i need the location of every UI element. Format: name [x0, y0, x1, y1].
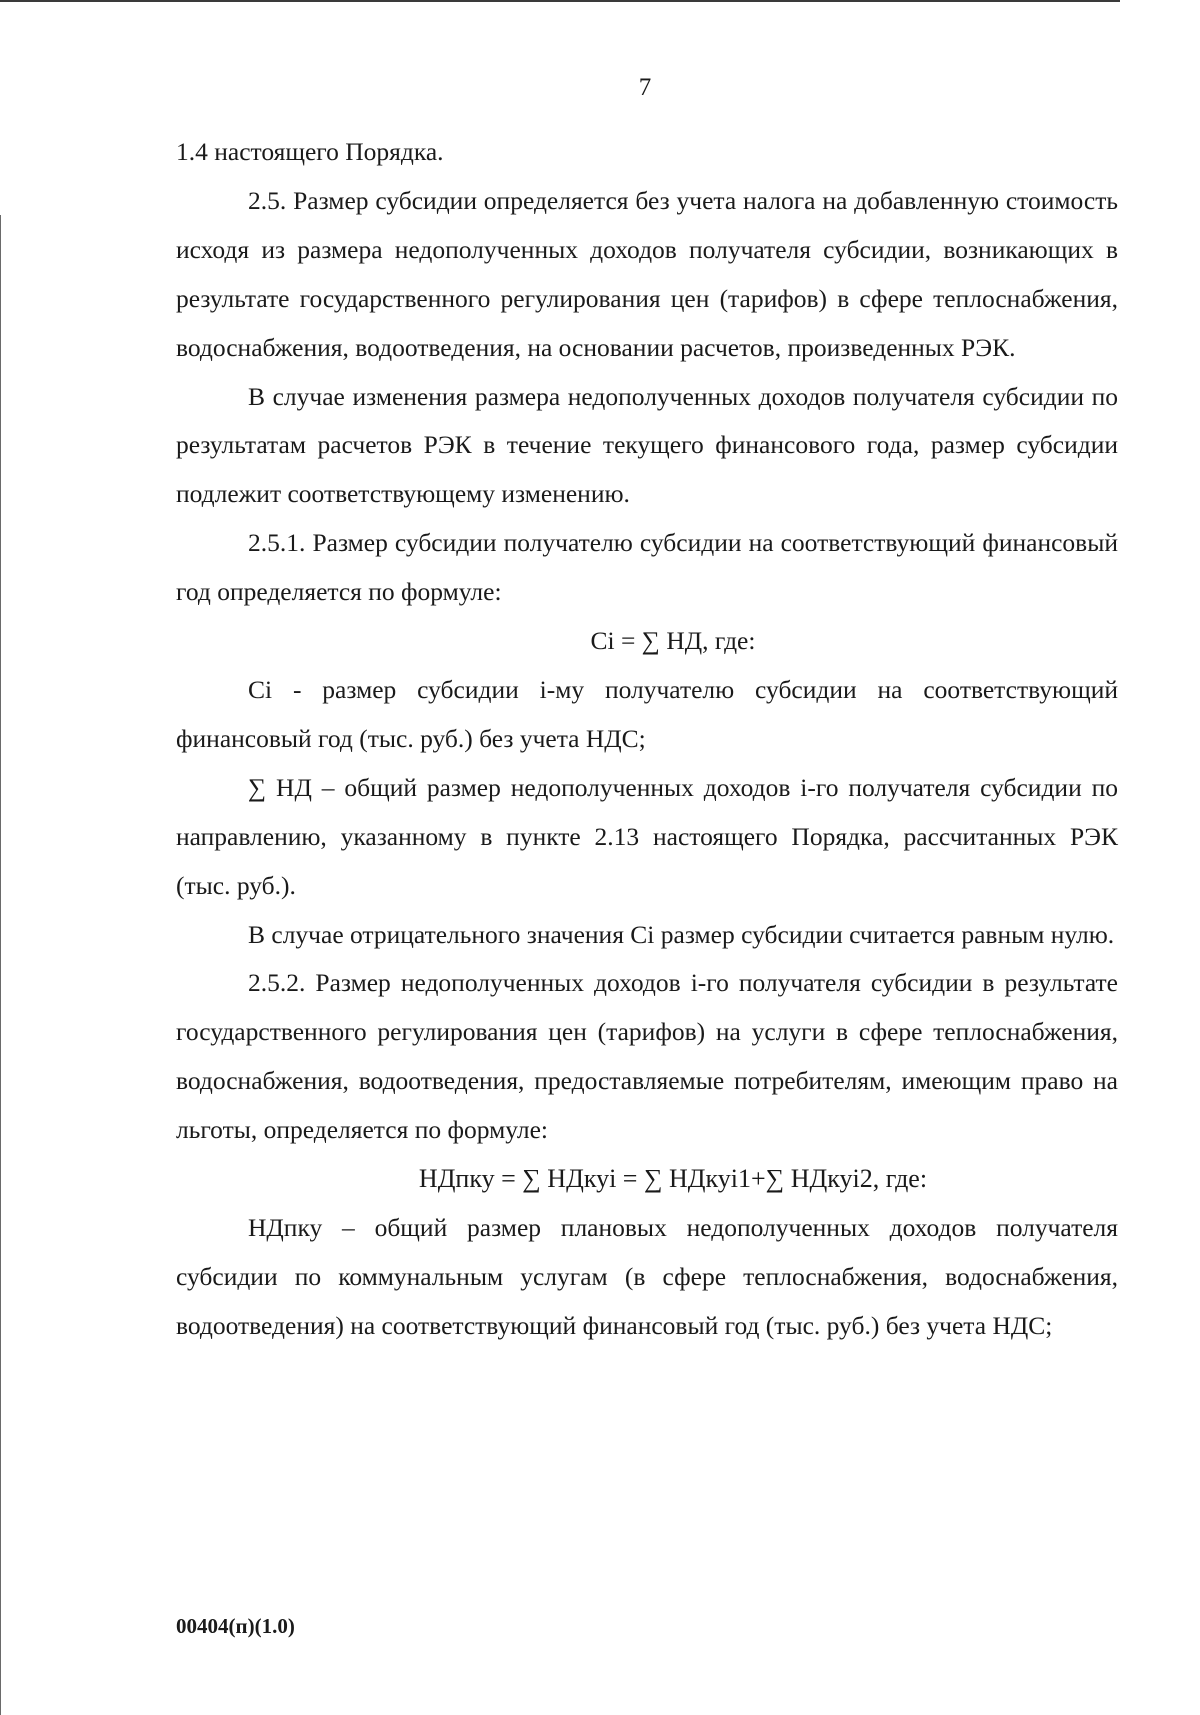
page-number: 7 — [638, 74, 652, 101]
body-text — [176, 128, 1118, 1351]
document-code: 00404(п)(1.0) — [176, 1614, 295, 1638]
paragraph-change-case: В случае изменения размера недополученных доходов получателя субсидии по результатам расчетов РЭК в течение текущего финансового года, размер субсидии подлежит соответствующему изменению. — [176, 381, 1118, 509]
scan-edge-top — [0, 0, 1120, 2]
paragraph-2-5: 2.5. Размер субсидии определяется без учета налога на добавленную стоимость исходя из размера недополученных доходов получателя субсидии, возникающих в результате государственного регулирования цен (тарифов) в сфере теплоснабжения, водоснабжения, водоотведения, на основании расчетов, произведенных РЭК. — [176, 185, 1118, 362]
paragraph-2-5-2: 2.5.2. Размер недополученных доходов i-го получателя субсидии в результате государственного регулирования цен (тарифов) на услуги в сфере теплоснабжения, водоснабжения, водоотведения, предоставляемые потребителям, имеющим право на льготы, определяется по формуле: — [176, 968, 1118, 1145]
scan-edge-left — [0, 215, 1, 1715]
paragraph-continuation: 1.4 настоящего Порядка. — [176, 137, 444, 166]
paragraph-ci-definition: Ci - размер субсидии i-му получателю субсидии на соответствующий финансовый год (тыс. руб.) без учета НДС; — [176, 674, 1118, 753]
paragraph-negative-value: В случае отрицательного значения Ci размер субсидии считается равным нулю. — [248, 919, 1115, 949]
formula-ndpku: НДпку = ∑ НДкуi = ∑ НДкуi1+∑ НДкуi2, где: — [418, 1164, 928, 1194]
paragraph-ndpku-definition: НДпку – общий размер плановых недополученных доходов получателя субсидии по коммунальным услугам (в сфере теплоснабжения, водоснабжения, водоотведения) на соответствующий финансовый год (тыс. руб.) без учета НДС; — [176, 1212, 1118, 1340]
formula-ci: Ci = ∑ НД, где: — [590, 626, 756, 656]
paragraph-2-5-1: 2.5.1. Размер субсидии получателю субсидии на соответствующий финансовый год определяется по формуле: — [176, 528, 1118, 607]
paragraph-sum-nd-definition: ∑ НД – общий размер недополученных доходов i-го получателя субсидии по направлению, указанному в пункте 2.13 настоящего Порядка, рассчитанных РЭК (тыс. руб.). — [176, 772, 1118, 900]
